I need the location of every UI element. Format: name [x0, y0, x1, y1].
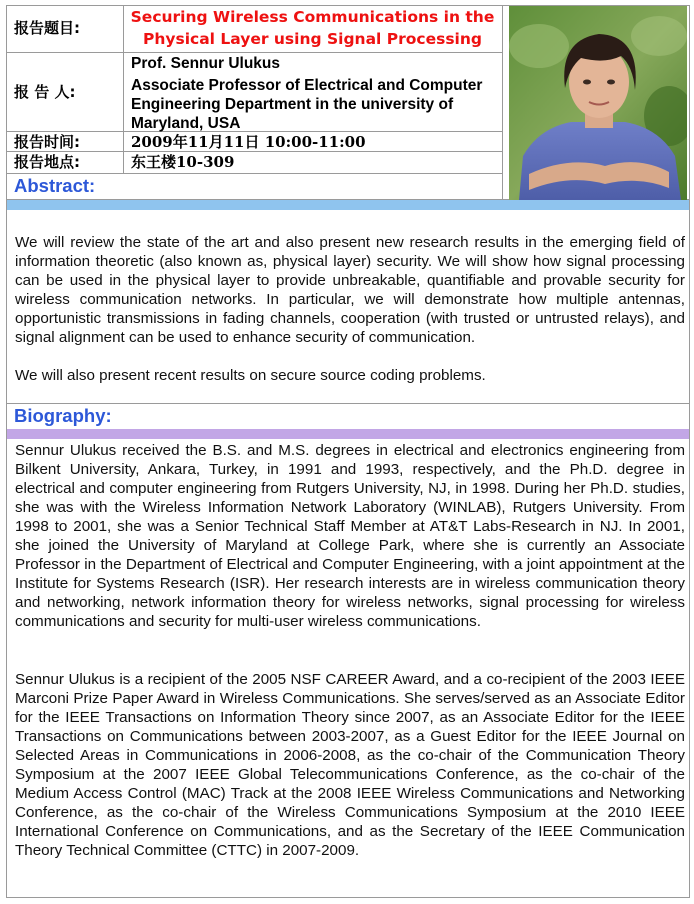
title-label: 报告题目: [14, 19, 80, 37]
time-value: 2009年11月11日 10:00-11:00 [131, 133, 366, 151]
biography-paragraph-2: Sennur Ulukus is a recipient of the 2005 NSF CAREER Award, and a co-recipient of the 2003 IEEE Marconi Prize Paper Award in Wireless Communications. She serves/served as an Associate Editor for the IEEE Transactions on Information Theory since 2007, as an Associate Editor for the IEEE Transactions on Communications between 2003-2007, as a Guest Editor for the IEEE Journal on Selected Areas in Communications in 2006-2008, as the co-chair of the Communication Theory Symposium at the 2007 IEEE Global Telecommunications Conference, as the co-chair of the Medium Access Control (MAC) Track at the 2008 IEEE Wireless Communications and Networking Conference, as the co-chair of the Wireless Communications Symposium at the 2010 IEEE International Conference on Communications, and as the Secretary of the IEEE Communication Theory Technical Committee (CTTC) in 2007-2009. [15, 671, 685, 859]
abstract-paragraph-2: We will also present recent results on secure source coding problems. [15, 367, 486, 384]
biography-divider [7, 429, 689, 439]
place-label: 报告地点: [14, 153, 80, 171]
biography-section-border [6, 403, 690, 404]
biography-paragraph-1: Sennur Ulukus received the B.S. and M.S. degrees in electrical and electronics engineering from Bilkent University, Ankara, Turkey, in 1991 and 1993, respectively, and the Ph.D. degree in electrical and computer engineering from Rutgers University, NJ, in 1998. During her Ph.D. studies, she was with the Wireless Information Network Laboratory (WINLAB), Rutgers University. From 1998 to 2001, she was a Senior Technical Staff Member at AT&T Labs-Research in NJ. In 2001, she joined the University of Maryland at College Park, where she is currently an Associate Professor in the Department of Electrical and Computer Engineering, with a joint appointment at the Institute for Systems Research (ISR). Her research interests are in wireless communication theory and networking, network information theory for wireless networks, signal processing for wireless communications and security for multi-user wireless communications. [15, 442, 685, 630]
place-value: 东王楼10-309 [131, 153, 235, 171]
speaker-label: 报 告 人: [14, 83, 76, 101]
time-label: 报告时间: [14, 133, 80, 151]
abstract-heading: Abstract: [14, 175, 96, 196]
abstract-divider [7, 200, 689, 210]
speaker-photo [509, 6, 687, 200]
speaker-info [131, 54, 499, 133]
abstract-paragraph-1: We will review the state of the art and also present new research results in the emerging field of information theoretic (also known as, physical layer) security. We will show how signal processing can be used in the physical layer to provide unbreakable, quantifiable and provable security for wireless communication networks. In particular, we will demonstrate how multiple antennas, opportunistic transmissions in fading channels, cooperation (with trusted or untrusted relays), and signal alignment can be used to enhance security of communication. [15, 234, 685, 346]
speaker-affiliation: Associate Professor of Electrical and Computer Engineering Department in the university of Maryland, USA [131, 77, 483, 132]
biography-heading: Biography: [14, 405, 112, 426]
talk-title: Securing Wireless Communications in the Physical Layer using Signal Processing [130, 8, 495, 48]
speaker-name: Prof. Sennur Ulukus [131, 55, 280, 72]
